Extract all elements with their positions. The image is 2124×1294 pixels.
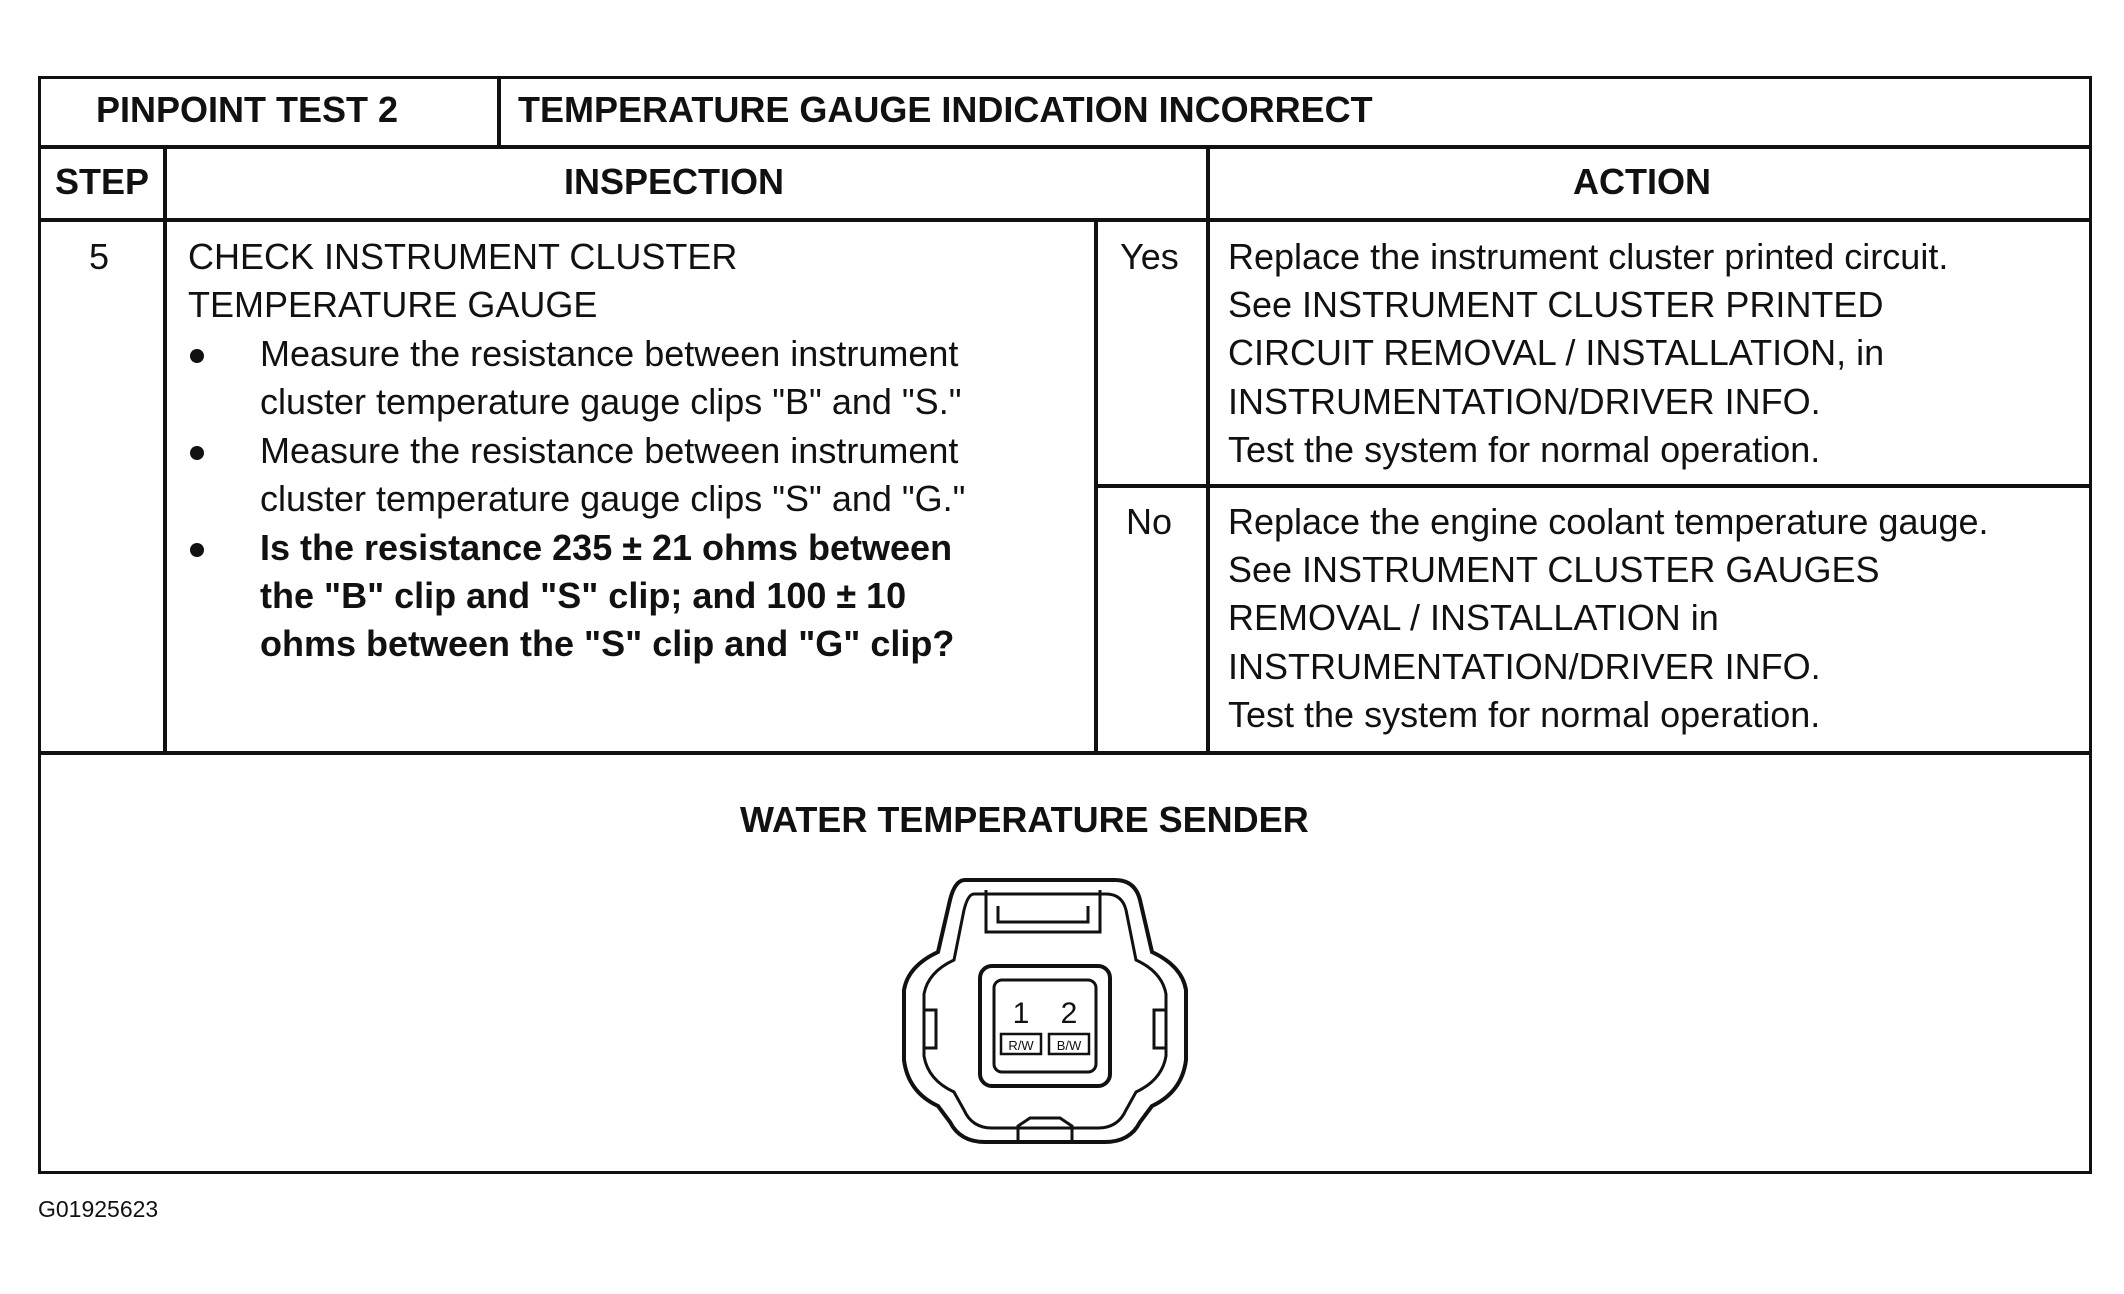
action-yes-line: Test the system for normal operation. xyxy=(1228,429,1821,470)
action-yes-line: INSTRUMENTATION/DRIVER INFO. xyxy=(1228,381,1821,422)
bullet-icon xyxy=(190,446,204,460)
pin-2-wire-color: B/W xyxy=(1056,1038,1082,1053)
right-side-notch xyxy=(1154,1010,1166,1048)
column-action: ACTION xyxy=(1573,161,1711,202)
action-no-line: INSTRUMENTATION/DRIVER INFO. xyxy=(1228,646,1821,687)
pin-1-wire-color: R/W xyxy=(1008,1038,1034,1053)
question-line: ohms between the "S" clip and "G" clip? xyxy=(260,623,955,664)
divider-test-title xyxy=(497,76,501,147)
left-side-notch xyxy=(924,1010,936,1048)
bullet-line: cluster temperature gauge clips "B" and "S." xyxy=(260,381,962,422)
bottom-key xyxy=(1018,1118,1072,1142)
action-no-line: Test the system for normal operation. xyxy=(1228,694,1821,735)
answer-yes-label: Yes xyxy=(1120,236,1179,277)
bullet-line: Measure the resistance between instrument xyxy=(260,430,959,471)
figure-title: WATER TEMPERATURE SENDER xyxy=(740,799,1309,840)
connector-diagram xyxy=(890,870,1200,1155)
divider-header xyxy=(38,145,2092,149)
column-step: STEP xyxy=(55,161,150,202)
action-no-line: REMOVAL / INSTALLATION in xyxy=(1228,597,1719,638)
answer-no-label: No xyxy=(1126,501,1173,542)
pin-1-number: 1 xyxy=(1012,997,1030,1030)
test-title: TEMPERATURE GAUGE INDICATION INCORRECT xyxy=(518,89,1373,130)
action-yes-line: CIRCUIT REMOVAL / INSTALLATION, in xyxy=(1228,332,1885,373)
pin-cavity-inner xyxy=(994,980,1096,1072)
divider-figure xyxy=(38,751,2092,755)
action-yes-line: Replace the instrument cluster printed circuit. xyxy=(1228,236,1949,277)
action-no-line: Replace the engine coolant temperature gauge. xyxy=(1228,501,1989,542)
connector-inner-outline xyxy=(924,894,1166,1128)
column-inspection: INSPECTION xyxy=(564,161,785,202)
bullet-line: Measure the resistance between instrument xyxy=(260,333,959,374)
latch xyxy=(986,890,1100,932)
step-title-line: CHECK INSTRUMENT CLUSTER xyxy=(188,236,738,277)
latch-inner xyxy=(998,906,1088,922)
divider-inspection-answer xyxy=(1094,218,1098,754)
divider-action xyxy=(1206,145,1210,754)
step-number: 5 xyxy=(89,236,110,277)
bullet-icon xyxy=(190,349,204,363)
bullet-line: cluster temperature gauge clips "S" and "G." xyxy=(260,478,966,519)
pin-2-number: 2 xyxy=(1060,997,1078,1030)
question-line: the "B" clip and "S" clip; and 100 ± 10 xyxy=(260,575,907,616)
action-no-line: See INSTRUMENT CLUSTER GAUGES xyxy=(1228,549,1880,590)
test-label: PINPOINT TEST 2 xyxy=(96,89,399,130)
question-line: Is the resistance 235 ± 21 ohms between xyxy=(260,527,953,568)
figure-id: G01925623 xyxy=(38,1196,159,1222)
divider-step xyxy=(163,145,167,754)
action-yes-line: See INSTRUMENT CLUSTER PRINTED xyxy=(1228,284,1884,325)
pin-cavity xyxy=(980,966,1110,1086)
divider-yes-no xyxy=(1094,484,2092,488)
connector-outer-outline xyxy=(904,880,1186,1142)
step-title-line: TEMPERATURE GAUGE xyxy=(188,284,598,325)
divider-columns xyxy=(38,218,2092,222)
bullet-icon xyxy=(190,543,204,557)
